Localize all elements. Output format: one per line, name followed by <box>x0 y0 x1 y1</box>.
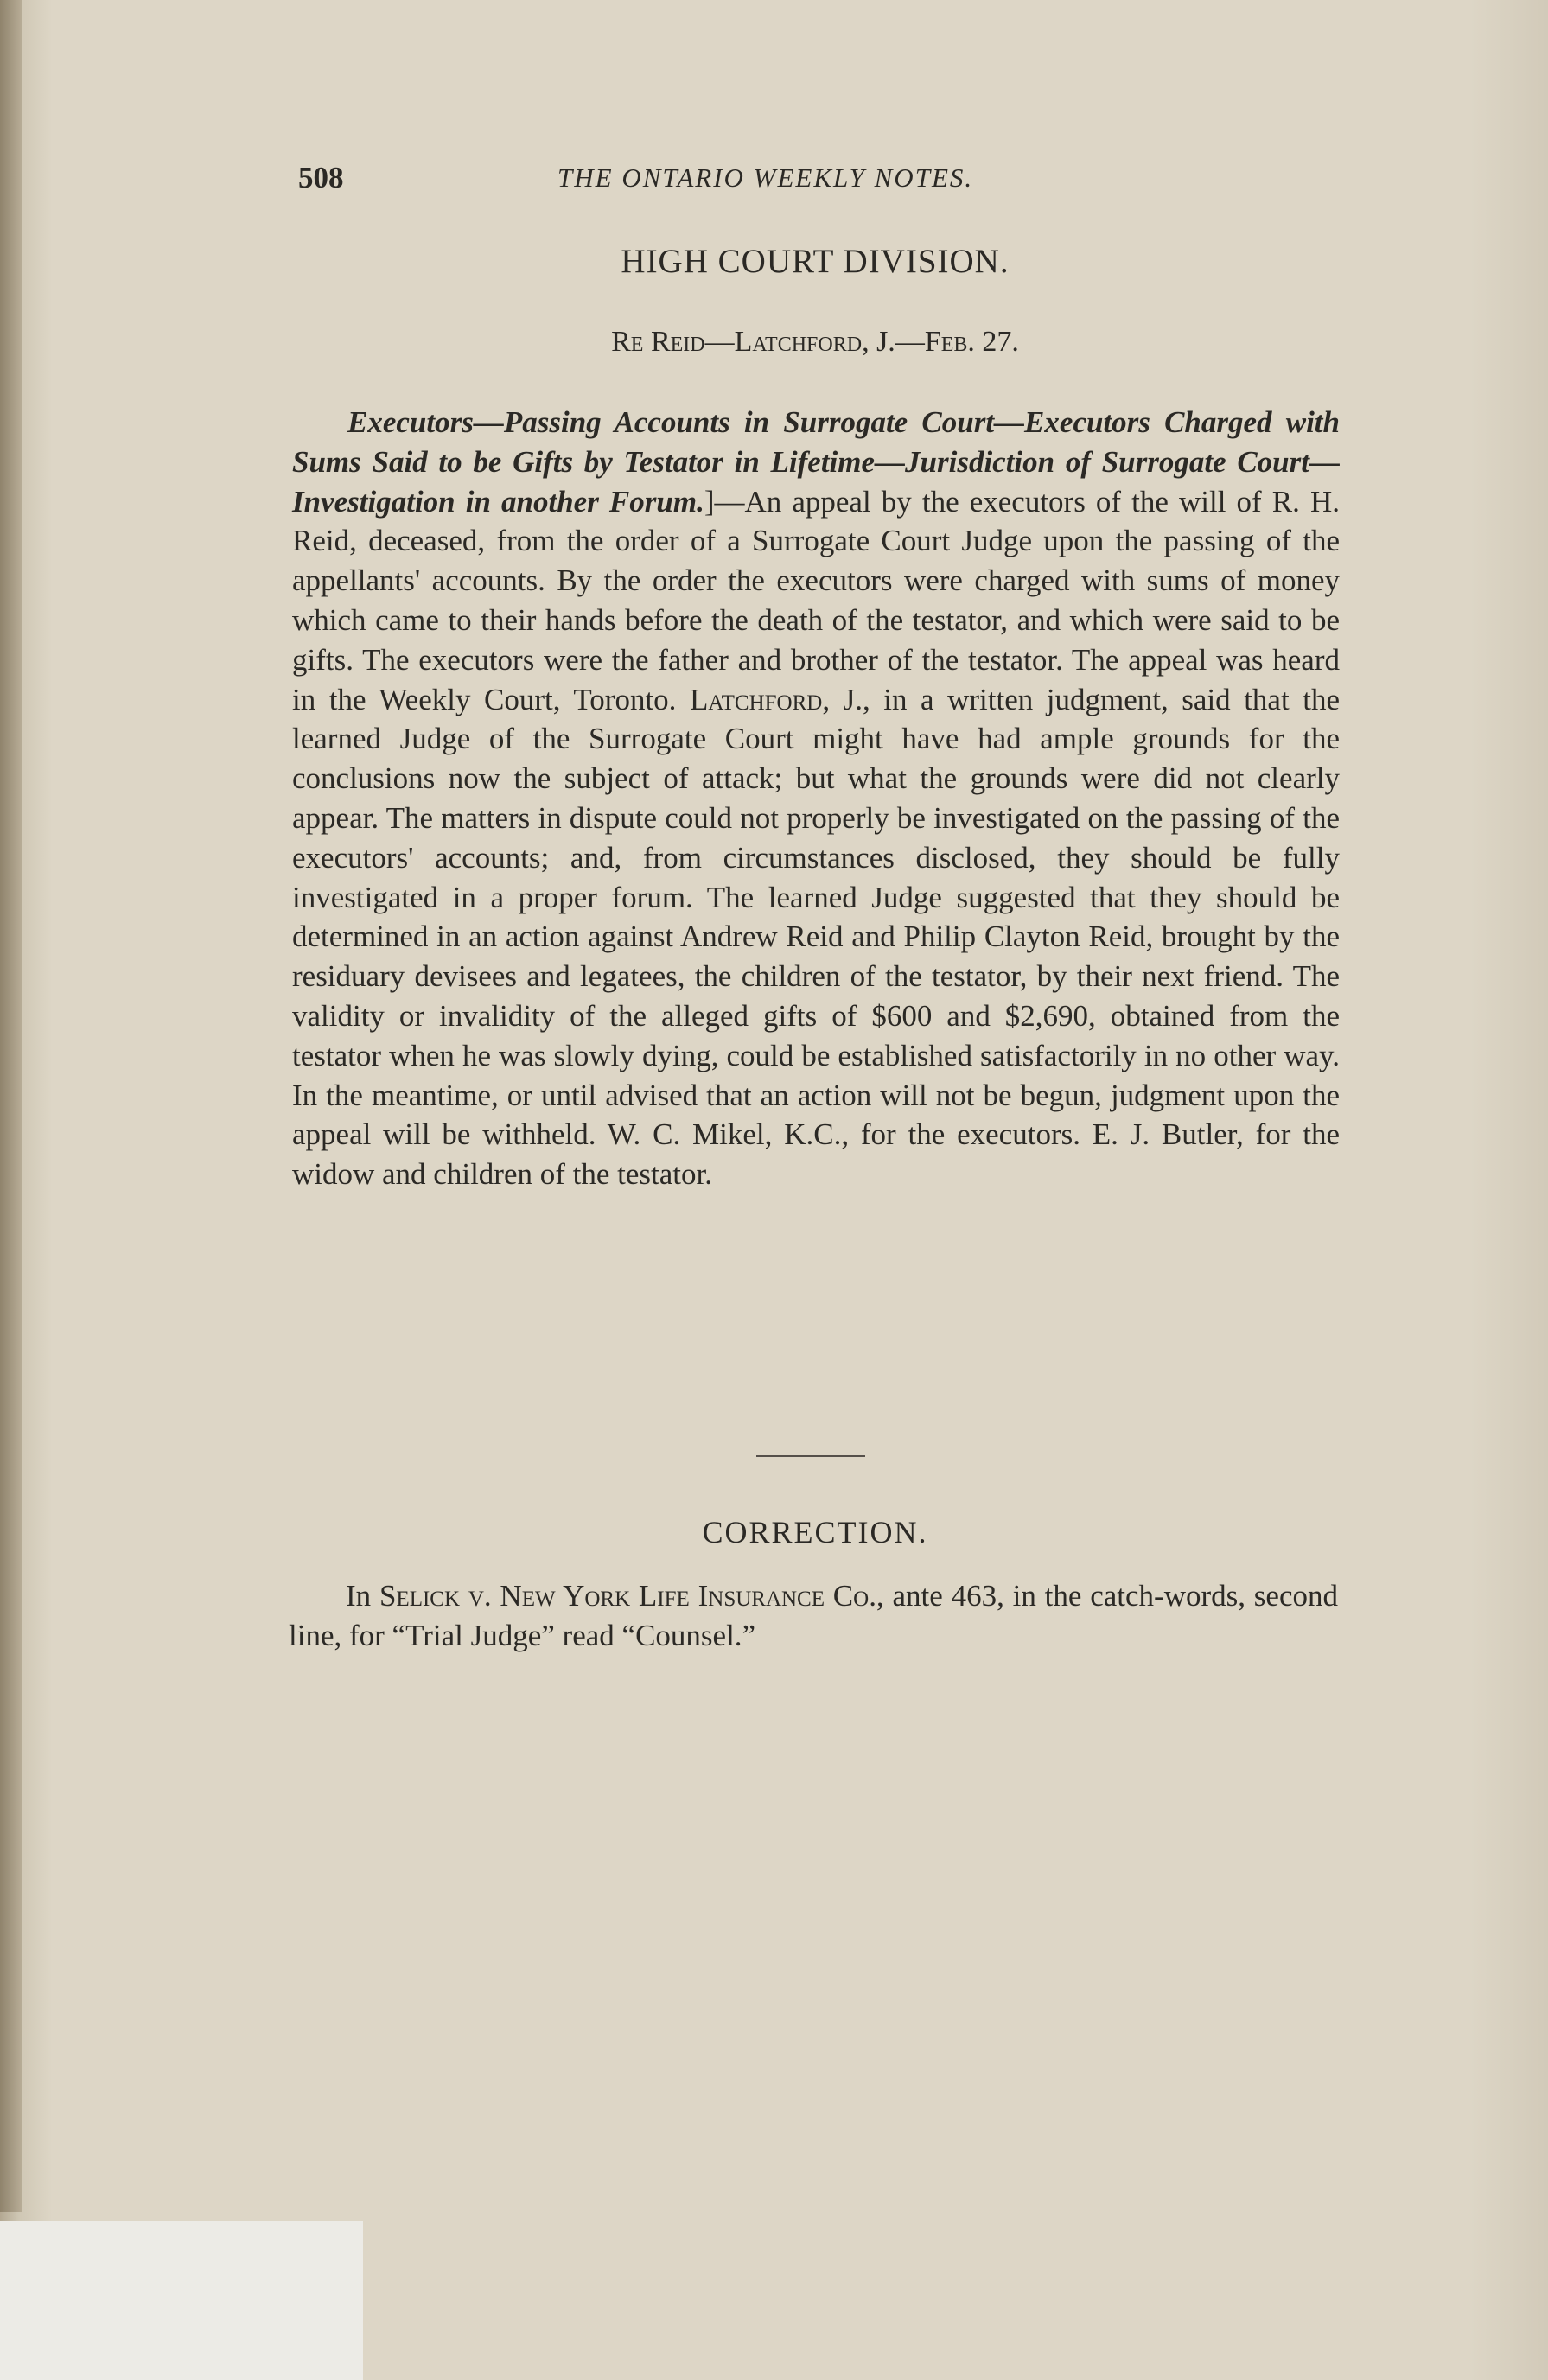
page-number: 508 <box>298 161 344 194</box>
case-report-paragraph <box>292 403 1340 1194</box>
report-text-1: ]—An appeal by the executors of the will of R. H. Reid, deceased, from the order of a Surrogate Court Judge upon the passing of the appellants' accounts. By the order the executors were charged with sums of money which came to their hands before the death of the testator, and which were said to be gifts. The executors were the father and brother of the testator. The appeal was heard in the Weekly Court, Toronto. <box>292 484 1341 716</box>
scan-corner <box>0 2221 363 2380</box>
case-date: Feb. 27. <box>924 326 1019 358</box>
correction-paragraph <box>289 1576 1338 1656</box>
correction-text-1: In <box>346 1579 379 1613</box>
correction-text-2: , ante 463, in the catch-words, second line, for “Trial Judge” read “Counsel.” <box>289 1579 1338 1652</box>
correction-case-name: Selick v. New York Life Insurance Co. <box>379 1579 876 1613</box>
catchwords: Executors—Passing Accounts in Surrogate Court—Executors Charged with Sums Said to be Gifts by Testator in Lifetime—Jurisdiction of Surrogate Court—Investigation in another Forum. <box>292 405 1340 519</box>
case-name: Re Reid <box>611 326 705 358</box>
section-divider <box>756 1455 865 1457</box>
section-heading: HIGH COURT DIVISION. <box>621 243 1010 280</box>
running-title: THE ONTARIO WEEKLY NOTES. <box>557 162 974 193</box>
correction-heading: CORRECTION. <box>702 1515 928 1550</box>
case-heading: Re Reid—Latchford, J.—Feb. 27. <box>611 326 1019 358</box>
report-text-2: , J., in a written judgment, said that the learned Judge of the Surrogate Court might have had ample grounds for the conclusions now the subject of attack; but what the grounds were did not clearly appear. The matters in dispute could not properly be investigated on the passing of the executors' accounts; and, from circumstances disclosed, they should be fully investigated in a proper forum. The learned Judge suggested that they should be determined in an action against Andrew Reid and Philip Clayton Reid, brought by the residuary devisees and legatees, the children of the testator, by their next friend. The validity or invalidity of the alleged gifts of $600 and $2,690, obtained from the testator when he was slowly dying, could be established satisfactorily in no other way. In the meantime, or until advised that an action will not be begun, judgment upon the appeal will be withheld. W. C. Mikel, K.C., for the executors. E. J. Butler, for the widow and children of the testator. <box>292 682 1340 1192</box>
judge-name: Latchford <box>689 682 823 716</box>
case-judge: Latchford, J. <box>734 326 895 358</box>
running-header <box>298 161 1374 204</box>
